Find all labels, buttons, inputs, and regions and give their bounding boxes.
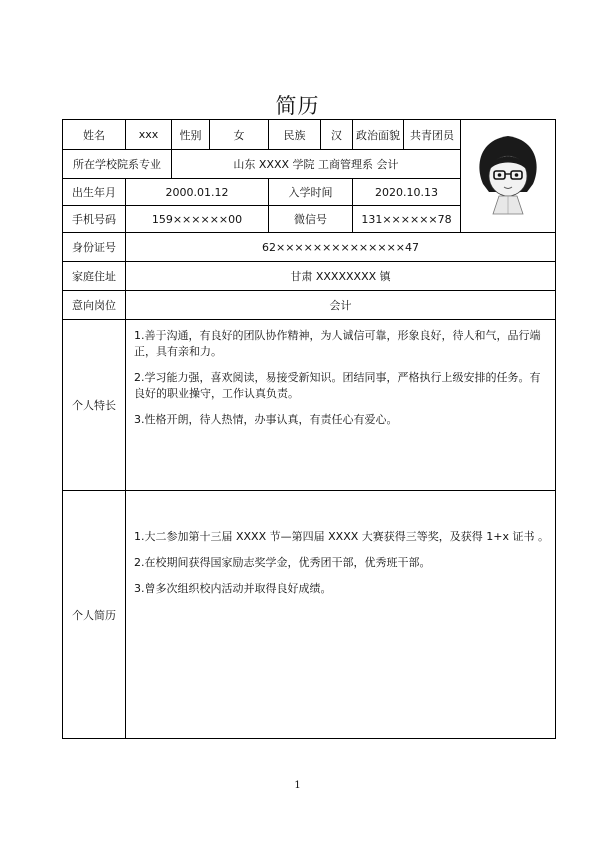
profile-content (126, 491, 556, 739)
id-value: 62××××××××××××××47 (126, 233, 556, 262)
address-label: 家庭住址 (63, 262, 126, 291)
profile-label: 个人简历 (63, 491, 126, 739)
name-value: xxx (126, 120, 172, 150)
avatar (467, 126, 549, 226)
page-title: 简历 (275, 94, 320, 118)
enroll-value: 2020.10.13 (353, 179, 461, 206)
resume-table (62, 119, 556, 739)
position-value: 会计 (126, 291, 556, 320)
gender-value: 女 (210, 120, 269, 150)
traits-content (126, 320, 556, 491)
ethnicity-label: 民族 (269, 120, 321, 150)
school-value: 山东 XXXX 学院 工商管理系 会计 (172, 150, 461, 179)
id-label: 身份证号 (63, 233, 126, 262)
profile-item: 2.在校期间获得国家励志奖学金，优秀团干部，优秀班干部。 (134, 556, 431, 569)
school-label: 所在学校院系专业 (63, 150, 172, 179)
position-label: 意向岗位 (63, 291, 126, 320)
trait-item: 2.学习能力强，喜欢阅读，易接受新知识。团结同事，严格执行上级安排的任务。有良好的职业操守，工作认真负责。 (134, 371, 541, 400)
address-value: 甘肃 XXXXXXXX 镇 (126, 262, 556, 291)
page-number: 1 (294, 780, 301, 791)
name-label: 姓名 (63, 120, 126, 150)
traits-label: 个人特长 (63, 320, 126, 491)
profile-item: 3.曾多次组织校内活动并取得良好成绩。 (134, 582, 332, 595)
political-value: 共青团员 (404, 120, 461, 150)
phone-label: 手机号码 (63, 206, 126, 233)
wechat-value: 131××××××78 (353, 206, 461, 233)
enroll-label: 入学时间 (269, 179, 353, 206)
trait-item: 1.善于沟通，有良好的团队协作精神，为人诚信可靠，形象良好，待人和气，品行端正，具有亲和力。 (134, 329, 541, 358)
ethnicity-value: 汉 (321, 120, 353, 150)
birth-value: 2000.01.12 (126, 179, 269, 206)
birth-label: 出生年月 (63, 179, 126, 206)
trait-item: 3.性格开朗，待人热情，办事认真，有责任心有爱心。 (134, 413, 398, 426)
profile-item: 1.大二参加第十三届 XXXX 节—第四届 XXXX 大赛获得三等奖，及获得 1+x 证书 。 (134, 530, 549, 543)
photo-cell (461, 120, 556, 233)
phone-value: 159××××××00 (126, 206, 269, 233)
gender-label: 性别 (172, 120, 210, 150)
wechat-label: 微信号 (269, 206, 353, 233)
political-label: 政治面貌 (353, 120, 404, 150)
